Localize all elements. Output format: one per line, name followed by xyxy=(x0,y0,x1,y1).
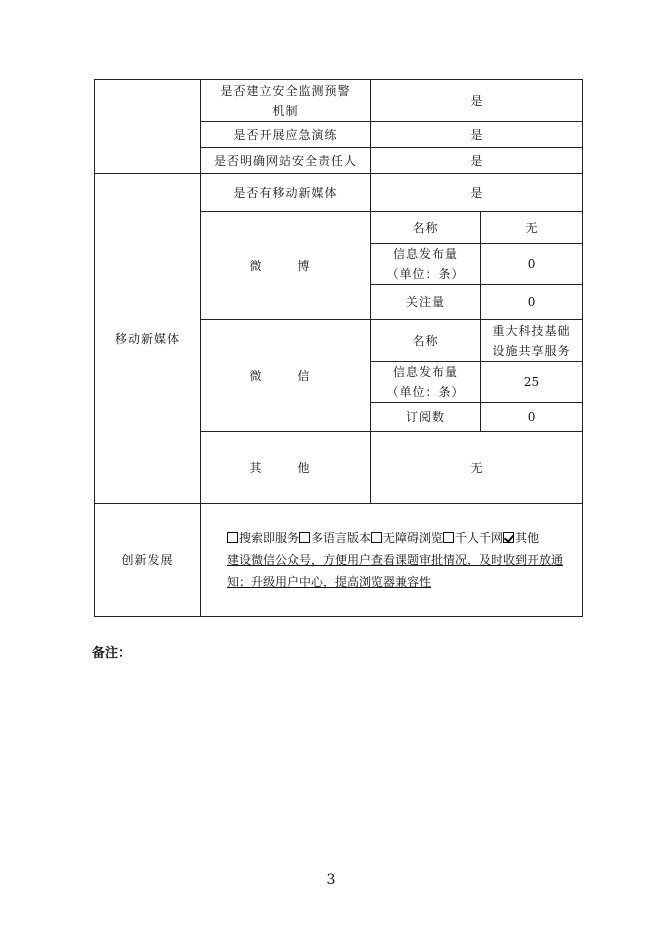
other-value: 无 xyxy=(371,432,583,504)
blank-section-cell xyxy=(95,80,201,174)
r1-value: 是 xyxy=(371,80,583,122)
wechat-name-label: 名称 xyxy=(371,320,481,362)
weibo-label: 微 博 xyxy=(201,212,371,320)
option-label: 其他 xyxy=(515,531,540,545)
wechat-sub-label: 订阅数 xyxy=(371,403,481,432)
option-checkbox[interactable] xyxy=(299,532,310,543)
option-label: 搜索即服务 xyxy=(239,531,300,545)
innovation-text: 建设微信公众号，方便用户查看课题审批情况，及时收到开放通知；升级用户中心，提高浏览器兼容性 xyxy=(227,553,564,589)
table-row xyxy=(95,174,583,212)
mobile-label: 是否有移动新媒体 xyxy=(201,174,371,212)
innovation-label: 创新发展 xyxy=(95,504,201,617)
option-label: 千人千网 xyxy=(455,531,504,545)
weibo-posts-value: 0 xyxy=(481,244,583,285)
weibo-follow-label: 关注量 xyxy=(371,285,481,320)
wechat-label: 微 信 xyxy=(201,320,371,432)
wechat-posts-label: 信息发布量（单位：条） xyxy=(371,362,481,403)
weibo-posts-label: 信息发布量（单位：条） xyxy=(371,244,481,285)
wechat-sub-value: 0 xyxy=(481,403,583,432)
other-label: 其 他 xyxy=(201,432,371,504)
r3-label: 是否明确网站安全责任人 xyxy=(201,148,371,174)
r2-label: 是否开展应急演练 xyxy=(201,122,371,148)
option-checkbox[interactable] xyxy=(227,532,238,543)
weibo-name-value: 无 xyxy=(481,212,583,244)
mobile-section-label: 移动新媒体 xyxy=(95,174,201,504)
r3-value: 是 xyxy=(371,148,583,174)
remark-label: 备注： xyxy=(92,646,132,661)
info-table xyxy=(94,79,583,617)
mobile-value: 是 xyxy=(371,174,583,212)
option-checkbox[interactable] xyxy=(503,532,514,543)
table-row xyxy=(95,504,583,617)
r1-label: 是否建立安全监测预警机制 xyxy=(201,80,371,122)
option-checkbox[interactable] xyxy=(443,532,454,543)
option-checkbox[interactable] xyxy=(371,532,382,543)
innovation-options xyxy=(227,531,539,545)
table-row xyxy=(95,80,583,122)
weibo-follow-value: 0 xyxy=(481,285,583,320)
r2-value: 是 xyxy=(371,122,583,148)
wechat-name-value: 重大科技基础设施共享服务 xyxy=(481,320,583,362)
innovation-content xyxy=(201,504,583,617)
option-label: 多语言版本 xyxy=(311,531,372,545)
page-number: 3 xyxy=(326,872,336,888)
weibo-name-label: 名称 xyxy=(371,212,481,244)
option-label: 无障碍浏览 xyxy=(383,531,444,545)
wechat-posts-value: 25 xyxy=(481,362,583,403)
